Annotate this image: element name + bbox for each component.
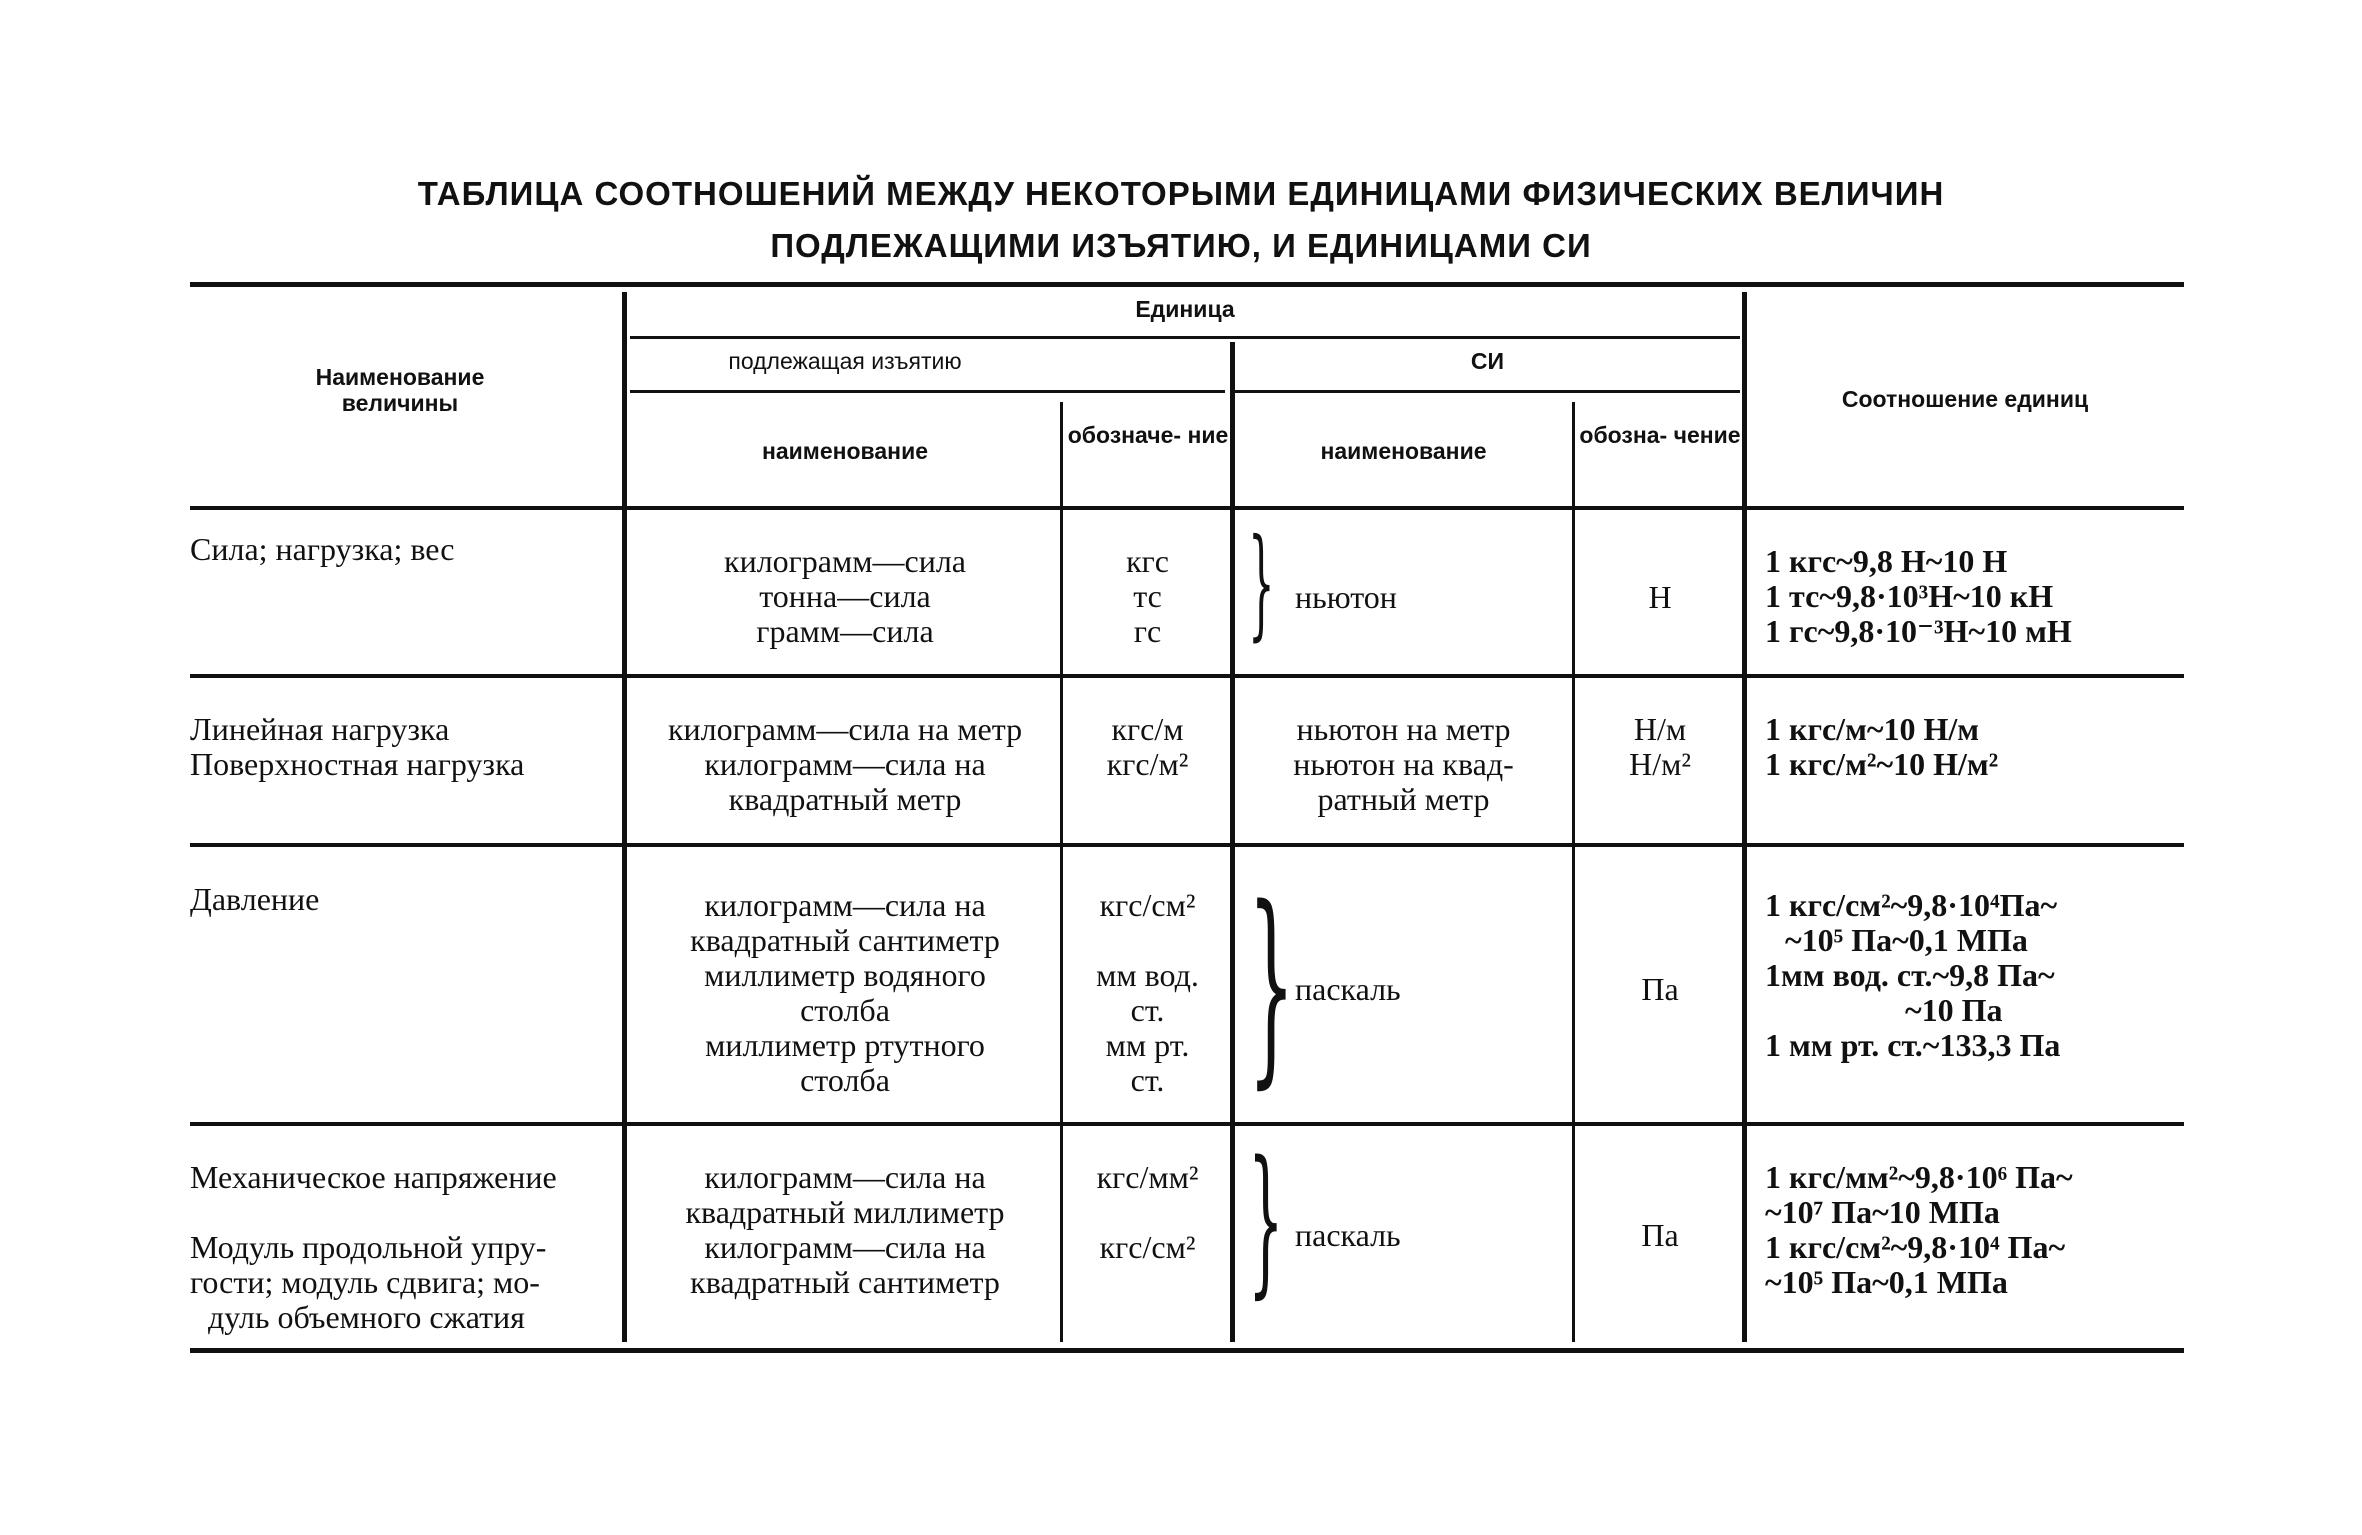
- row3-relations: 1 кгс/см²~9,8·10⁴Па~ ~10⁵ Па~0,1 МПа 1мм вод. ст.~9,8 Па~ ~10 Па 1 мм рт. ст.~133,3 Па: [1765, 888, 2061, 1063]
- row3-si-names: паскаль: [1295, 972, 1401, 1007]
- rule-unit-under: [630, 336, 1740, 339]
- title-line-1: ТАБЛИЦА СООТНОШЕНИЙ МЕЖДУ НЕКОТОРЫМИ ЕДИНИЦАМИ ФИЗИЧЕСКИХ ВЕЛИЧИН: [417, 175, 1945, 212]
- row1-si-names: ньютон: [1295, 580, 1397, 615]
- row4-relations: 1 кгс/мм²~9,8·10⁶ Па~ ~10⁷ Па~10 МПа 1 кгс/см²~9,8·10⁴ Па~ ~10⁵ Па~0,1 МПа: [1765, 1160, 2073, 1300]
- rule-row2-bottom: [190, 843, 2184, 847]
- header-withdrawn: подлежащая изъятию: [728, 348, 962, 374]
- row3-old-symbols: кгс/см² мм вод. ст. мм рт. ст.: [1096, 888, 1199, 1098]
- rule-row3-bottom: [190, 1122, 2184, 1126]
- row2-quantity: Линейная нагрузка Поверхностная нагрузка: [190, 712, 525, 782]
- col-divider-1: [622, 292, 627, 1342]
- row1-si-symbols: Н: [1648, 580, 1672, 615]
- row2-old-symbols: кгс/м кгс/м²: [1106, 712, 1189, 782]
- header-name-si: наименование: [1320, 438, 1487, 464]
- header-name-old: наименование: [761, 438, 929, 464]
- col-divider-3: [1230, 342, 1235, 1342]
- col-divider-2: [1060, 402, 1063, 1342]
- rule-bottom: [190, 1348, 2184, 1353]
- row2-relations: 1 кгс/м~10 Н/м 1 кгс/м²~10 Н/м²: [1765, 712, 1999, 782]
- col-divider-5: [1742, 292, 1747, 1342]
- rule-withdrawn-under: [630, 390, 1225, 393]
- header-quantity: Наименование величины: [315, 364, 485, 416]
- row4-si-names: паскаль: [1295, 1218, 1401, 1253]
- title-line-2: ПОДЛЕЖАЩИМИ ИЗЪЯТИЮ, И ЕДИНИЦАМИ СИ: [770, 227, 1592, 264]
- row4-brace: }: [1248, 1126, 1284, 1313]
- row4-old-names: килограмм—сила на квадратный миллиметр килограмм—сила на квадратный сантиметр: [685, 1160, 1005, 1300]
- table-title: [0, 168, 2362, 272]
- row4-si-symbols: Па: [1641, 1218, 1679, 1253]
- row2-si-symbols: Н/м Н/м²: [1629, 712, 1691, 782]
- header-symbol-si: обозна- чение: [1579, 422, 1741, 448]
- row2-old-names: килограмм—сила на метр килограмм—сила на квадратный метр: [667, 712, 1023, 817]
- row3-si-symbols: Па: [1641, 972, 1679, 1007]
- row2-si-names: ньютон на метр ньютон на квад- ратный метр: [1293, 712, 1514, 817]
- header-si: СИ: [1470, 348, 1505, 374]
- units-table: [190, 282, 2184, 1354]
- row3-quantity: Давление: [190, 882, 320, 917]
- row1-old-symbols: кгс тс гс: [1126, 544, 1169, 649]
- row1-quantity: Сила; нагрузка; вес: [190, 532, 455, 567]
- row4-old-symbols: кгс/мм² кгс/см²: [1096, 1160, 1199, 1265]
- row1-old-names: килограмм—сила тонна—сила грамм—сила: [724, 544, 966, 649]
- header-symbol-old: обозначе- ние: [1067, 422, 1229, 448]
- rule-row1-bottom: [190, 674, 2184, 678]
- rule-top: [190, 282, 2184, 287]
- row3-old-names: килограмм—сила на квадратный сантиметр миллиметр водяного столба миллиметр ртутного столба: [690, 888, 1000, 1098]
- rule-si-under: [1235, 390, 1740, 393]
- row3-brace: }: [1248, 862, 1295, 1107]
- row1-relations: 1 кгс~9,8 Н~10 Н 1 тс~9,8·10³Н~10 кН 1 гс~9,8·10⁻³Н~10 мН: [1765, 544, 2072, 649]
- header-relation: Соотношение единиц: [1841, 386, 2089, 412]
- col-divider-4: [1572, 402, 1575, 1342]
- row4-quantity: Механическое напряжение Модуль продольной упру- гости; модуль сдвига; мо- дуль объемного сжатия: [190, 1160, 557, 1335]
- rule-header-bottom: [190, 506, 2184, 510]
- row1-brace: }: [1248, 514, 1275, 653]
- header-unit: Единица: [1135, 296, 1235, 322]
